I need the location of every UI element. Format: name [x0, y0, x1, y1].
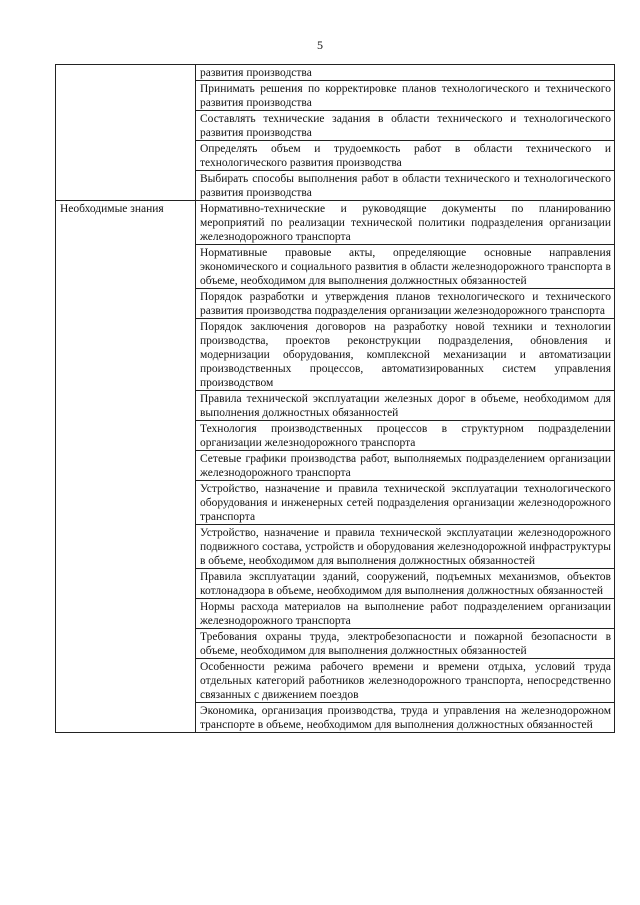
knowledge-item: Порядок разработки и утверждения планов технологического и технического развития производства подразделения организации железнодорожного транспорта — [196, 289, 615, 319]
skill-item: Принимать решения по корректировке планов технологического и технического развития производства — [196, 81, 615, 111]
skill-item: Определять объем и трудоемкость работ в области технического и технологического развития производства — [196, 141, 615, 171]
knowledge-label: Необходимые знания — [56, 201, 196, 733]
competency-table — [55, 64, 615, 733]
knowledge-item: Порядок заключения договоров на разработку новой техники и технологии производства, проектов реконструкции подразделения, обновления и модернизации оборудования, комплексной механизации и автоматизации производственных процессов, автоматизированных систем управления производством — [196, 319, 615, 391]
knowledge-item: Правила эксплуатации зданий, сооружений, подъемных механизмов, объектов котлонадзора в объеме, необходимом для выполнения должностных обязанностей — [196, 569, 615, 599]
skills-label-cell — [56, 65, 196, 201]
knowledge-item: Нормативно-технические и руководящие документы по планированию мероприятий по реализации технической политики подразделения организации железнодорожного транспорта — [196, 201, 615, 245]
knowledge-item: Нормы расхода материалов на выполнение работ подразделением организации железнодорожного транспорта — [196, 599, 615, 629]
knowledge-item: Нормативные правовые акты, определяющие основные направления экономического и социального развития в области железнодорожного транспорта в объеме, необходимом для выполнения должностных обязанностей — [196, 245, 615, 289]
knowledge-item: Сетевые графики производства работ, выполняемых подразделением организации железнодорожного транспорта — [196, 451, 615, 481]
skill-item: Выбирать способы выполнения работ в области технического и технологического развития производства — [196, 171, 615, 201]
knowledge-item: Требования охраны труда, электробезопасности и пожарной безопасности в объеме, необходимом для выполнения должностных обязанностей — [196, 629, 615, 659]
knowledge-item: Правила технической эксплуатации железных дорог в объеме, необходимом для выполнения должностных обязанностей — [196, 391, 615, 421]
table-row — [56, 201, 615, 245]
knowledge-item: Устройство, назначение и правила технической эксплуатации технологического оборудования и инженерных сетей подразделения организации железнодорожного транспорта — [196, 481, 615, 525]
knowledge-item: Устройство, назначение и правила технической эксплуатации железнодорожного подвижного состава, устройств и оборудования железнодорожной инфраструктуры в объеме, необходимом для выполнения должностных обязанностей — [196, 525, 615, 569]
table-row — [56, 65, 615, 81]
skill-item: Составлять технические задания в области технического и технологического развития производства — [196, 111, 615, 141]
knowledge-item: Экономика, организация производства, труда и управления на железнодорожном транспорте в объеме, необходимом для выполнения должностных обязанностей — [196, 703, 615, 733]
page-number: 5 — [317, 38, 323, 52]
skill-item: развития производства — [196, 65, 615, 81]
knowledge-item: Технология производственных процессов в структурном подразделении организации железнодорожного транспорта — [196, 421, 615, 451]
knowledge-item: Особенности режима рабочего времени и времени отдыха, условий труда отдельных категорий работников железнодорожного транспорта, непосредственно связанных с движением поездов — [196, 659, 615, 703]
